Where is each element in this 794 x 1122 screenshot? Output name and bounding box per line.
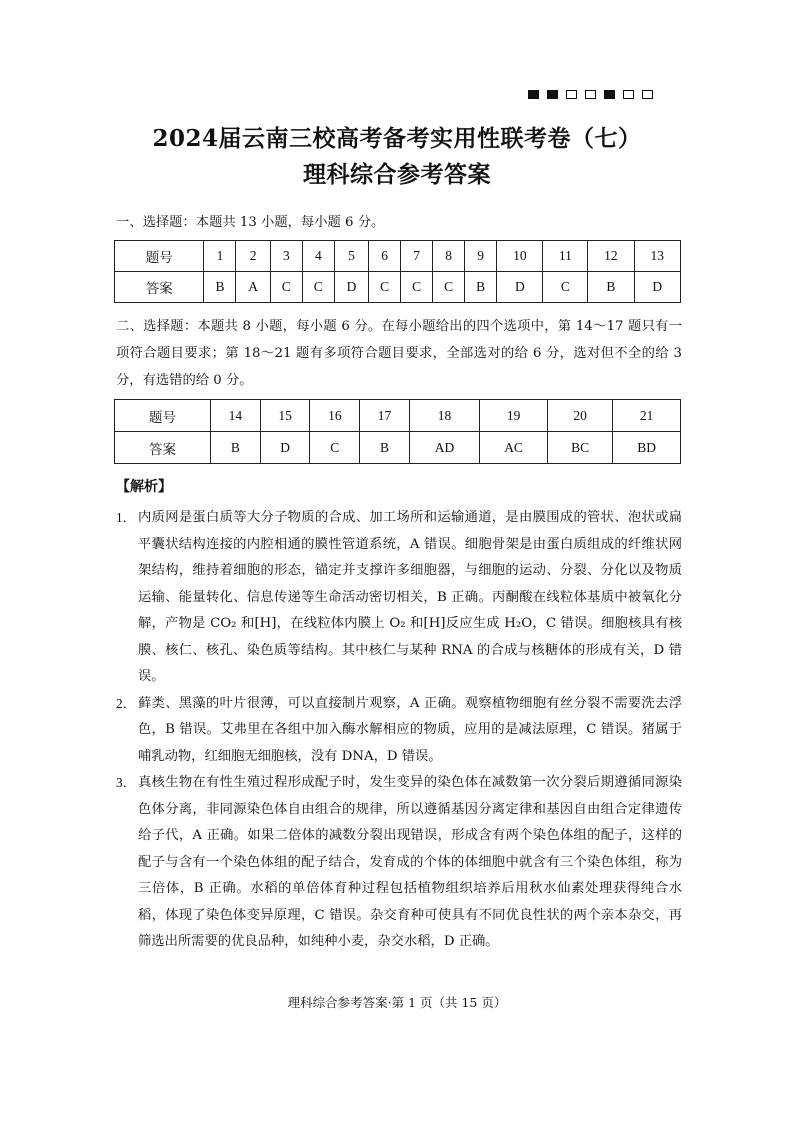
analysis-list (116, 505, 682, 956)
item-text: 真核生物在有性生殖过程形成配子时，发生变异的染色体在减数第一次分裂后期遵循同源染色体分离，非同源染色体自由组合的规律，所以遵循基因分离定律和基因自由组合定律遗传给子代，A 正确。如果二倍体的减数分裂出现错误，形成含有两个染色体组的配子，这样的配子与含有一个染色体组的配子结合，发育成的个体的体细胞中就含有三个染色体组，称为三倍体，B 正确。水稻的单倍体育种过程包括植物组织培养后用秋水仙素处理获得纯合水稻，体现了染色体变异原理，C 错误。杂交育种可使具有不同优良性状的两个亲本杂交，再筛选出所需要的优良品种，如纯种小麦，杂交水稻，D 正确。 (138, 775, 682, 949)
question-number-cell: 5 (334, 241, 368, 272)
item-number: 1． (116, 510, 136, 525)
item-number: 3． (116, 775, 136, 790)
answer-cell: AC (480, 432, 548, 464)
header-mark (547, 90, 558, 99)
table-row (115, 432, 681, 464)
page-footer: 理科综合参考答案·第 1 页（共 15 页） (287, 995, 507, 1010)
answer-cell: D (634, 272, 680, 303)
answer-cell: C (401, 272, 433, 303)
answer-cell: C (310, 432, 360, 464)
question-number-cell: 8 (433, 241, 465, 272)
answer-cell: D (260, 432, 310, 464)
answer-cell: BD (613, 432, 681, 464)
question-number-cell: 3 (270, 241, 302, 272)
question-number-cell: 2 (236, 241, 270, 272)
table-row (115, 272, 681, 303)
header-mark (566, 90, 577, 99)
answer-cell: B (588, 272, 634, 303)
question-number-cell: 18 (409, 400, 479, 432)
header-mark (604, 90, 615, 99)
header-marks (528, 90, 653, 99)
answer-cell: C (433, 272, 465, 303)
table-row (115, 241, 681, 272)
answer-cell: D (334, 272, 368, 303)
answer-table-1 (114, 240, 681, 303)
item-number: 2． (116, 695, 136, 711)
question-number-cell: 9 (465, 241, 497, 272)
question-number-cell: 10 (497, 241, 543, 272)
question-number-cell: 17 (360, 400, 410, 432)
section1-heading: 一、选择题：本题共 13 小题，每小题 6 分。 (116, 215, 385, 230)
answer-cell: BC (547, 432, 612, 464)
header-mark (585, 90, 596, 99)
header-mark (623, 90, 634, 99)
question-number-cell: 7 (401, 241, 433, 272)
section2-heading: 二、选择题：本题共 8 小题，每小题 6 分。在每小题给出的四个选项中，第 14～17 题只有一项符合题目要求；第 18～21 题有多项符合题目要求，全部选对的给 6 分，选对但不全的给 3 分，有选错的给 0 分。 (116, 319, 682, 388)
row-label: 题号 (115, 241, 204, 272)
answer-cell: B (211, 432, 261, 464)
analysis-heading: 【解析】 (116, 479, 172, 495)
item-text: 藓类、黑藻的叶片很薄，可以直接制片观察，A 正确。观察植物细胞有丝分裂不需要洗去浮色，B 错误。艾弗里在各组中加入酶水解相应的物质，应用的是减法原理，C 错误。猪属于哺乳动物，红细胞无细胞核，没有 DNA，D 错误。 (138, 695, 682, 764)
question-number-cell: 14 (211, 400, 261, 432)
header-mark (642, 90, 653, 99)
question-number-cell: 19 (480, 400, 548, 432)
answer-cell: A (236, 272, 270, 303)
answer-cell: D (497, 272, 543, 303)
item-text: 内质网是蛋白质等大分子物质的合成、加工场所和运输通道，是由膜围成的管状、泡状或扁平囊状结构连接的内腔相通的膜性管道系统，A 错误。细胞骨架是由蛋白质组成的纤维状网架结构，维持着细胞的形态，锚定并支撑许多细胞器，与细胞的运动、分裂、分化以及物质运输、能量转化、信息传递等生命活动密切相关，B 正确。丙酮酸在线粒体基质中被氧化分解，产物是 CO₂ 和[H]，在线粒体内膜上 O₂ 和[H]反应生成 H₂O，C 错误。细胞核具有核膜、核仁、核孔、染色质等结构。其中核仁与某种 RNA 的合成与核糖体的形成有关，D 错误。 (138, 510, 682, 684)
question-number-cell: 11 (543, 241, 588, 272)
question-number-cell: 15 (260, 400, 310, 432)
answer-cell: C (369, 272, 401, 303)
row-label: 题号 (115, 400, 211, 432)
answer-cell: C (270, 272, 302, 303)
header-mark (528, 90, 539, 99)
list-item (116, 770, 682, 956)
table-row (115, 400, 681, 432)
answer-cell: C (543, 272, 588, 303)
answer-cell: B (204, 272, 236, 303)
answer-cell: B (360, 432, 410, 464)
answer-cell: AD (409, 432, 479, 464)
question-number-cell: 4 (302, 241, 334, 272)
list-item (116, 505, 682, 691)
row-label: 答案 (115, 432, 211, 464)
answer-cell: B (465, 272, 497, 303)
row-label: 答案 (115, 272, 204, 303)
question-number-cell: 21 (613, 400, 681, 432)
question-number-cell: 20 (547, 400, 612, 432)
exam-subtitle: 理科综合参考答案 (303, 161, 491, 188)
question-number-cell: 12 (588, 241, 634, 272)
question-number-cell: 16 (310, 400, 360, 432)
question-number-cell: 6 (369, 241, 401, 272)
answer-cell: C (302, 272, 334, 303)
question-number-cell: 13 (634, 241, 680, 272)
question-number-cell: 1 (204, 241, 236, 272)
exam-title: 2024届云南三校高考备考实用性联考卷（七） (152, 125, 642, 152)
list-item (116, 691, 682, 771)
answer-table-2 (114, 399, 681, 464)
